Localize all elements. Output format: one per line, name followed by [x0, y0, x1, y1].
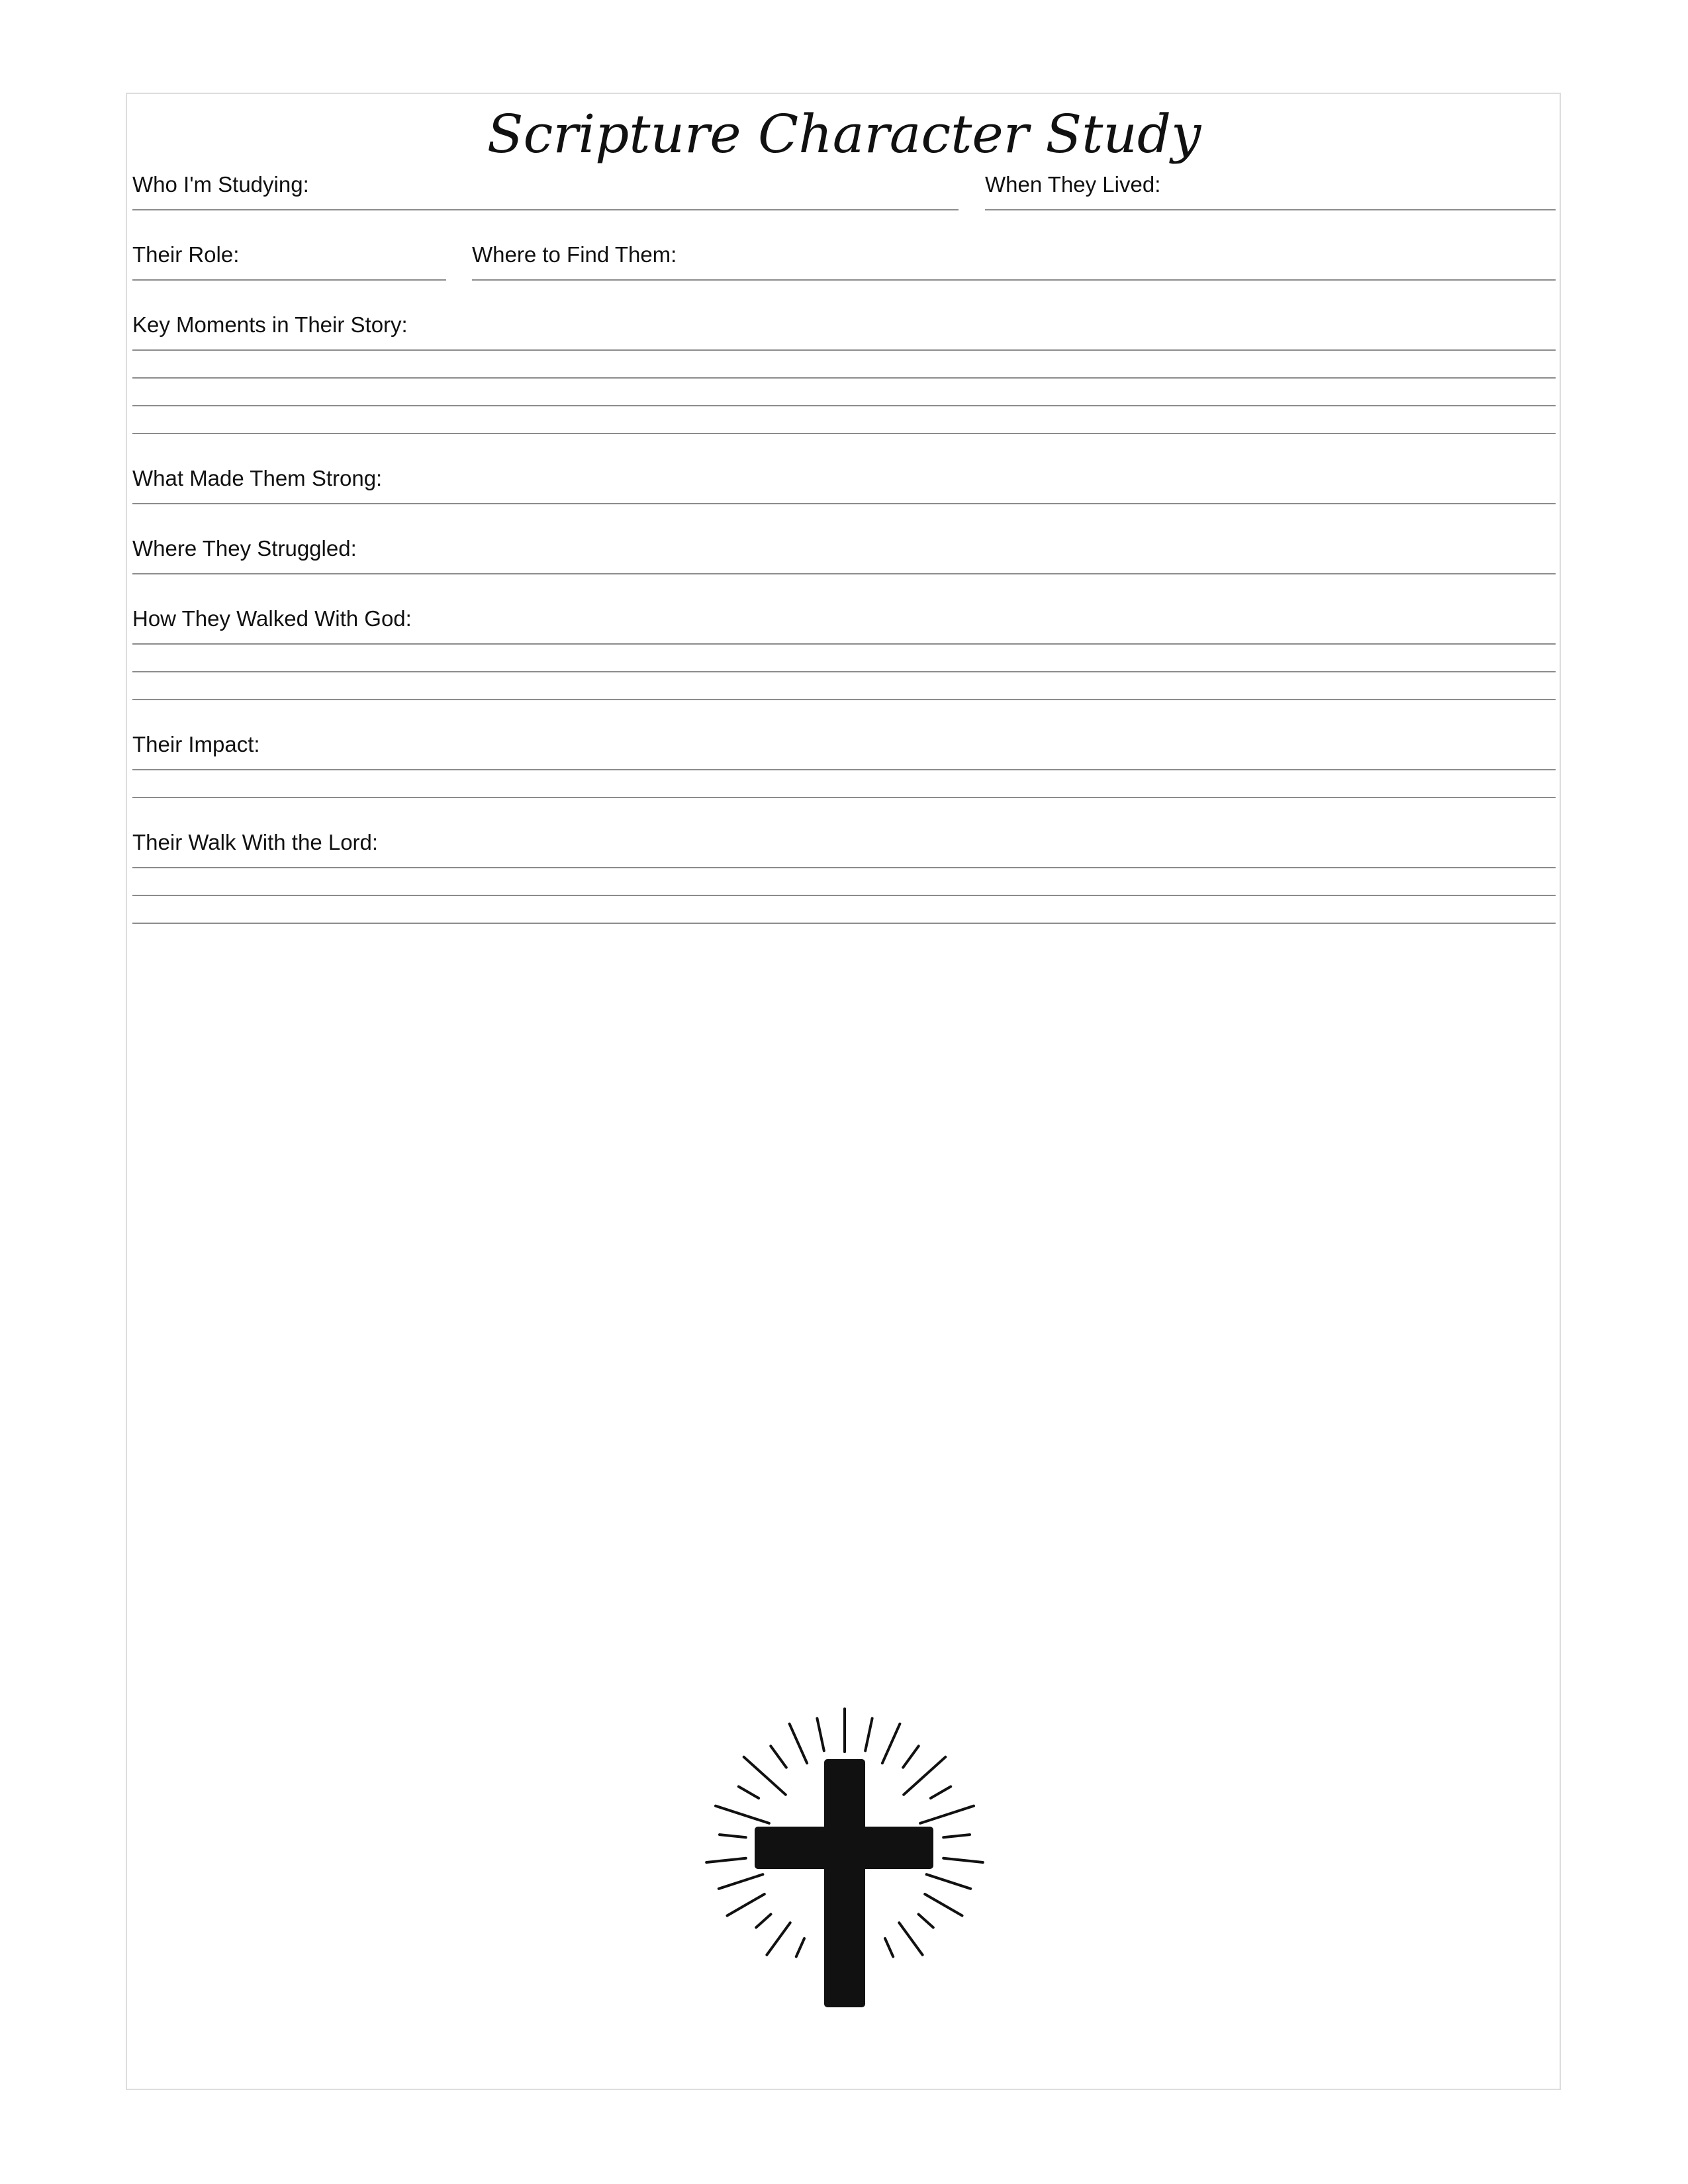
cross-ray-13: [920, 1806, 974, 1823]
impact-line-1[interactable]: [132, 769, 1556, 770]
key-moments-line-4[interactable]: [132, 433, 1556, 434]
role-label: Their Role:: [132, 242, 240, 267]
cross-ray-24: [767, 1923, 790, 1955]
role-line[interactable]: [132, 279, 446, 281]
walk-lord-line-2[interactable]: [132, 895, 1556, 896]
cross-ray-7: [903, 1746, 919, 1767]
when-lived-line[interactable]: [985, 209, 1556, 210]
cross-ray-21: [925, 1894, 962, 1916]
walked-line-2[interactable]: [132, 671, 1556, 672]
walk-lord-line-3[interactable]: [132, 923, 1556, 924]
key-moments-line-2[interactable]: [132, 377, 1556, 379]
cross-ray-9: [904, 1757, 945, 1795]
cross-ray-5: [882, 1724, 900, 1763]
cross-ray-12: [716, 1806, 769, 1823]
when-lived-label: When They Lived:: [985, 172, 1161, 197]
cross-ray-23: [919, 1914, 933, 1927]
walk-lord-line-1[interactable]: [132, 867, 1556, 868]
cross-ray-14: [720, 1835, 746, 1837]
strong-line[interactable]: [132, 503, 1556, 504]
impact-line-2[interactable]: [132, 797, 1556, 798]
cross-ray-2: [817, 1718, 823, 1751]
cross-ray-27: [885, 1938, 893, 1956]
who-studying-line[interactable]: [132, 209, 959, 210]
cross-ray-11: [931, 1787, 951, 1799]
cross-ray-18: [719, 1874, 763, 1889]
cross-ray-22: [756, 1914, 771, 1927]
strong-label: What Made Them Strong:: [132, 466, 383, 490]
cross-ray-6: [771, 1746, 786, 1767]
walk-lord-label: Their Walk With the Lord:: [132, 830, 379, 854]
where-find-label: Where to Find Them:: [472, 242, 677, 267]
key-moments-line-1[interactable]: [132, 349, 1556, 351]
cross-ray-20: [727, 1894, 765, 1916]
cross-ray-4: [790, 1724, 808, 1763]
cross-ray-8: [744, 1757, 786, 1795]
cross-ray-19: [927, 1874, 971, 1889]
cross-ray-16: [706, 1858, 746, 1862]
impact-label: Their Impact:: [132, 732, 260, 756]
cross-ray-25: [899, 1923, 922, 1955]
cross-ray-26: [796, 1938, 804, 1956]
walked-label: How They Walked With God:: [132, 606, 412, 631]
key-moments-line-3[interactable]: [132, 405, 1556, 406]
page-title: Scripture Character Study: [487, 103, 1201, 165]
key-moments-label: Key Moments in Their Story:: [132, 312, 408, 337]
walked-line-3[interactable]: [132, 699, 1556, 700]
cross-ray-17: [943, 1858, 983, 1862]
radiant-cross-icon: [702, 1694, 986, 2012]
struggled-label: Where They Struggled:: [132, 536, 357, 561]
cross-ray-10: [739, 1787, 759, 1799]
walked-line-1[interactable]: [132, 643, 1556, 645]
cross-shape: [755, 1759, 933, 2007]
struggled-line[interactable]: [132, 573, 1556, 574]
cross-ray-15: [943, 1835, 970, 1837]
where-find-line[interactable]: [472, 279, 1556, 281]
cross-ray-3: [865, 1718, 872, 1751]
who-studying-label: Who I'm Studying:: [132, 172, 309, 197]
